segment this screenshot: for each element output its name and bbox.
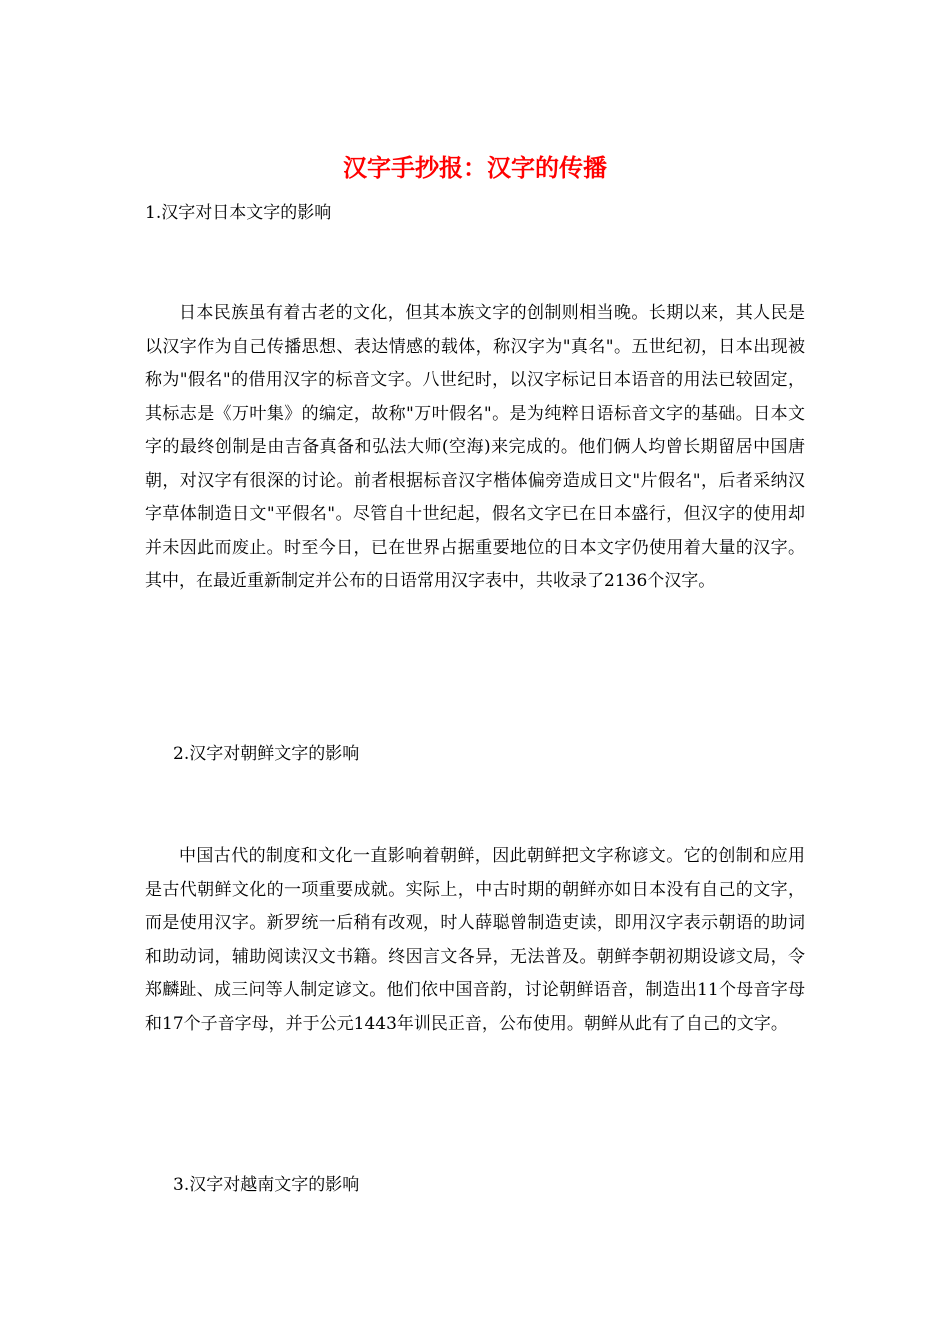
document-title: 汉字手抄报：汉字的传播 [343, 153, 607, 182]
section-heading-japan: 1.汉字对日本文字的影响 [145, 203, 332, 223]
section-body-japan: 日本民族虽有着古老的文化，但其本族文字的创制则相当晚。长期以来，其人民是以汉字作为自己传播思想、表达情感的载体，称汉字为"真名"。五世纪初，日本出现被称为"假名"的借用汉字的标音文字。八世纪时，以汉字标记日本语音的用法已较固定，其标志是《万叶集》的编定，故称"万叶假名"。是为纯粹日语标音文字的基础。日本文字的最终创制是由吉备真备和弘法大师(空海)来完成的。他们俩人均曾长期留居中国唐朝，对汉字有很深的讨论。前者根据标音汉字楷体偏旁造成日文"片假名"，后者采纳汉字草体制造日文"平假名"。尽管自十世纪起，假名文字已在日本盛行，但汉字的使用却并未因此而废止。时至今日，已在世界占据重要地位的日本文字仍使用着大量的汉字。其中，在最近重新制定并公布的日语常用汉字表中，共收录了2136个汉字。 [145, 303, 805, 591]
section-body-korea: 中国古代的制度和文化一直影响着朝鲜，因此朝鲜把文字称谚文。它的创制和应用是古代朝鲜文化的一项重要成就。实际上，中古时期的朝鲜亦如日本没有自己的文字，而是使用汉字。新罗统一后稍有改观，时人薛聪曾制造吏读，即用汉字表示朝语的助词和助动词，辅助阅读汉文书籍。终因言文各异，无法普及。朝鲜李朝初期设谚文局，令郑麟趾、成三问等人制定谚文。他们依中国音韵，讨论朝鲜语音，制造出11个母音字母和17个子音字母，并于公元1443年训民正音，公布使用。朝鲜从此有了自己的文字。 [145, 846, 805, 1034]
section-heading-korea: 2.汉字对朝鲜文字的影响 [173, 744, 360, 764]
section-heading-vietnam: 3.汉字对越南文字的影响 [173, 1175, 360, 1195]
